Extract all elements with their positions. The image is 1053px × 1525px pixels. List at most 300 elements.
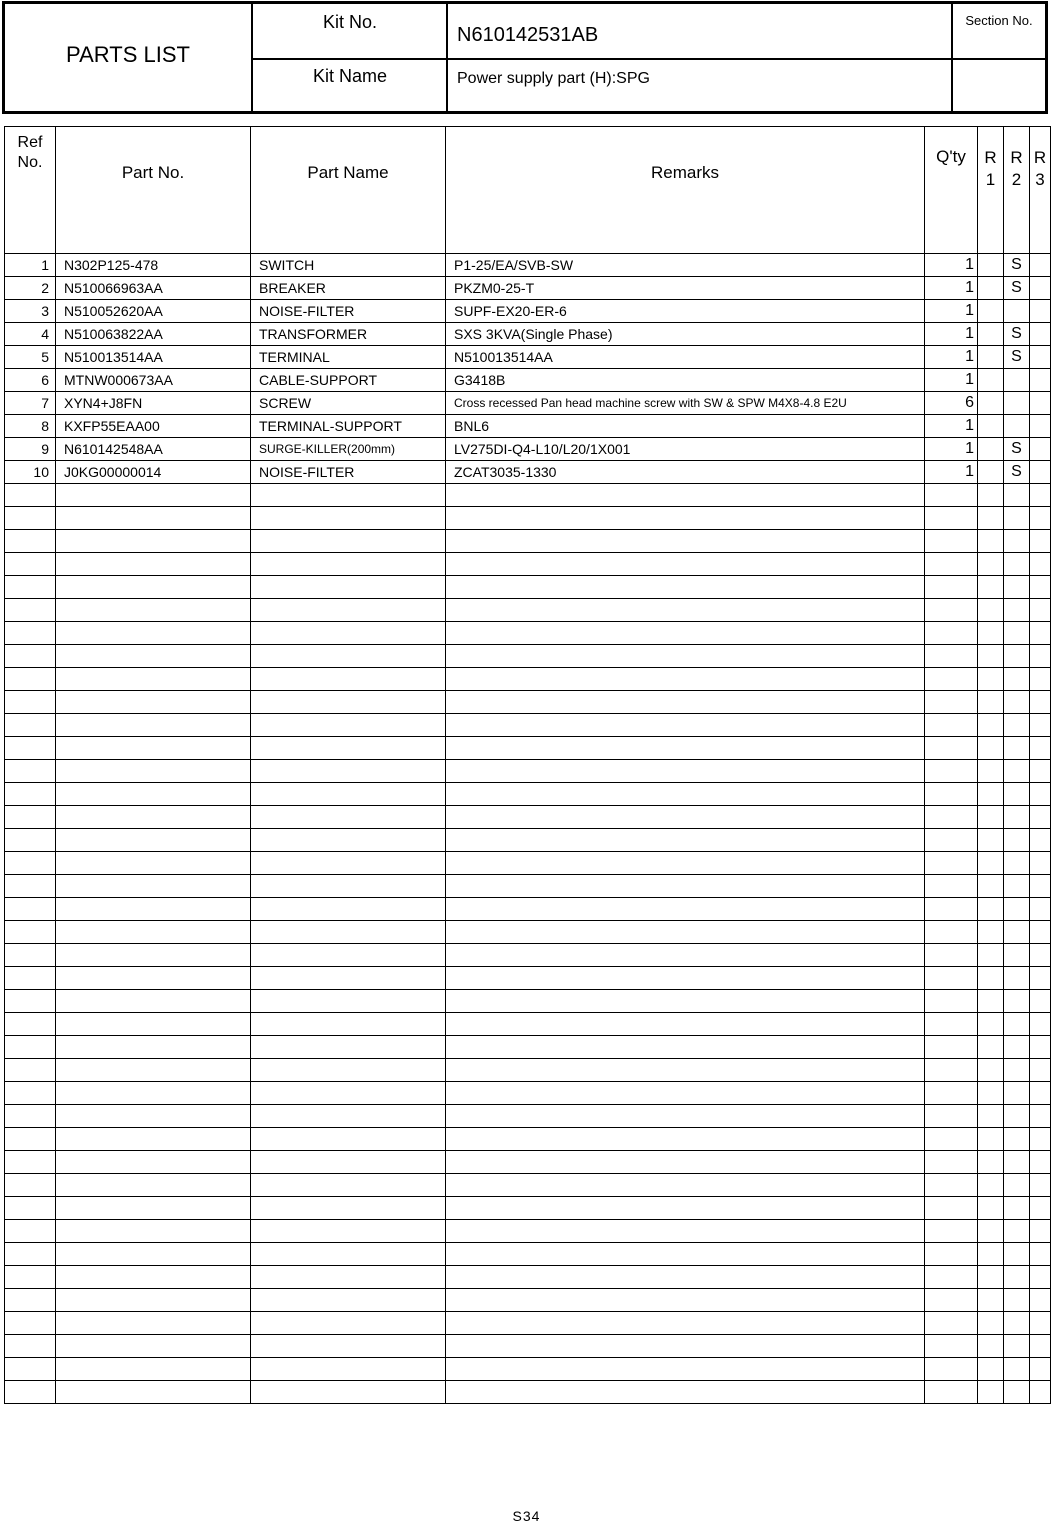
part-name-cell (251, 921, 446, 944)
part-no-cell (56, 875, 251, 898)
kit-name-value: Power supply part (H):SPG (457, 70, 650, 87)
part-name-cell (251, 714, 446, 737)
part-name-cell (251, 1335, 446, 1358)
r1-cell (978, 921, 1004, 944)
ref-no-cell (5, 990, 56, 1013)
part-name-cell (251, 806, 446, 829)
remarks-cell (446, 737, 925, 760)
qty-cell: 1 (925, 277, 978, 300)
ref-no-cell (5, 737, 56, 760)
r2-cell (1004, 1220, 1030, 1243)
r2-cell (1004, 691, 1030, 714)
remarks-cell (446, 875, 925, 898)
remarks-cell: P1-25/EA/SVB-SW (446, 254, 925, 277)
r1-cell (978, 1197, 1004, 1220)
ref-no-cell (5, 829, 56, 852)
r2-cell (1004, 1197, 1030, 1220)
empty-table-row (5, 852, 1051, 875)
part-name-cell (251, 1289, 446, 1312)
remarks-cell: Cross recessed Pan head machine screw with SW & SPW M4X8-4.8 E2U (446, 392, 925, 415)
empty-table-row (5, 1358, 1051, 1381)
col-header-remarks: Remarks (446, 127, 925, 254)
r1-cell (978, 760, 1004, 783)
empty-table-row (5, 622, 1051, 645)
col-header-ref-no (5, 127, 56, 254)
empty-table-row (5, 1220, 1051, 1243)
qty-cell (925, 714, 978, 737)
col-header-r2-b: 2 (1011, 170, 1022, 189)
ref-no-cell (5, 1082, 56, 1105)
part-name-cell (251, 760, 446, 783)
r1-cell (978, 1036, 1004, 1059)
remarks-cell (446, 1312, 925, 1335)
r2-cell: S (1004, 277, 1030, 300)
part-name-cell: SURGE-KILLER(200mm) (251, 438, 446, 461)
r2-cell (1004, 944, 1030, 967)
r2-cell: S (1004, 461, 1030, 484)
r3-cell (1030, 1312, 1051, 1335)
part-no-cell (56, 1197, 251, 1220)
qty-cell (925, 760, 978, 783)
r1-cell (978, 967, 1004, 990)
empty-table-row (5, 760, 1051, 783)
r2-cell (1004, 369, 1030, 392)
r3-cell (1030, 277, 1051, 300)
r3-cell (1030, 1220, 1051, 1243)
qty-cell (925, 1036, 978, 1059)
ref-no-cell (5, 1105, 56, 1128)
empty-table-row (5, 1197, 1051, 1220)
qty-cell: 1 (925, 254, 978, 277)
r3-cell (1030, 668, 1051, 691)
r3-cell (1030, 967, 1051, 990)
part-no-cell (56, 622, 251, 645)
r3-cell (1030, 300, 1051, 323)
r1-cell (978, 829, 1004, 852)
r2-cell (1004, 645, 1030, 668)
part-name-cell (251, 1105, 446, 1128)
ref-no-cell (5, 1036, 56, 1059)
r3-cell (1030, 254, 1051, 277)
r3-cell (1030, 944, 1051, 967)
table-row (5, 254, 1051, 277)
remarks-cell (446, 645, 925, 668)
part-name-cell (251, 576, 446, 599)
r2-cell (1004, 1036, 1030, 1059)
r2-cell (1004, 967, 1030, 990)
part-name-cell (251, 1381, 446, 1404)
r1-cell (978, 599, 1004, 622)
part-no-cell (56, 1220, 251, 1243)
part-name-cell (251, 484, 446, 507)
r2-cell: S (1004, 438, 1030, 461)
ref-no-cell (5, 875, 56, 898)
remarks-cell (446, 668, 925, 691)
qty-cell (925, 944, 978, 967)
qty-cell (925, 967, 978, 990)
qty-cell: 1 (925, 415, 978, 438)
divider (251, 58, 1045, 60)
part-name-cell (251, 645, 446, 668)
ref-no-cell (5, 783, 56, 806)
part-no-cell: N302P125-478 (56, 254, 251, 277)
table-row (5, 369, 1051, 392)
remarks-cell (446, 1082, 925, 1105)
remarks-cell (446, 484, 925, 507)
ref-no-cell (5, 1059, 56, 1082)
empty-table-row (5, 714, 1051, 737)
ref-no-cell (5, 1128, 56, 1151)
qty-cell (925, 737, 978, 760)
part-name-cell (251, 1151, 446, 1174)
ref-no-cell (5, 530, 56, 553)
r3-cell (1030, 553, 1051, 576)
ref-no-cell: 9 (5, 438, 56, 461)
r1-cell (978, 622, 1004, 645)
r2-cell (1004, 898, 1030, 921)
r2-cell (1004, 875, 1030, 898)
part-no-cell: N510052620AA (56, 300, 251, 323)
remarks-cell (446, 990, 925, 1013)
qty-cell (925, 1174, 978, 1197)
empty-table-row (5, 944, 1051, 967)
r2-cell (1004, 1013, 1030, 1036)
part-no-cell (56, 1174, 251, 1197)
ref-no-cell (5, 1289, 56, 1312)
ref-no-cell (5, 1335, 56, 1358)
qty-cell (925, 576, 978, 599)
r1-cell (978, 1312, 1004, 1335)
empty-table-row (5, 990, 1051, 1013)
ref-no-cell (5, 967, 56, 990)
part-no-cell: XYN4+J8FN (56, 392, 251, 415)
remarks-cell (446, 1335, 925, 1358)
r1-cell (978, 277, 1004, 300)
part-no-cell (56, 829, 251, 852)
remarks-cell (446, 1243, 925, 1266)
ref-no-cell (5, 944, 56, 967)
remarks-cell (446, 1220, 925, 1243)
r3-cell (1030, 1036, 1051, 1059)
empty-table-row (5, 1082, 1051, 1105)
empty-table-row (5, 1289, 1051, 1312)
r2-cell (1004, 1381, 1030, 1404)
r1-cell (978, 1358, 1004, 1381)
part-no-cell: J0KG00000014 (56, 461, 251, 484)
ref-no-cell: 10 (5, 461, 56, 484)
ref-no-cell (5, 806, 56, 829)
part-no-cell (56, 1289, 251, 1312)
remarks-cell (446, 599, 925, 622)
r1-cell (978, 369, 1004, 392)
part-name-cell (251, 967, 446, 990)
empty-table-row (5, 1128, 1051, 1151)
r1-cell (978, 507, 1004, 530)
part-name-cell (251, 1243, 446, 1266)
empty-table-row (5, 1013, 1051, 1036)
ref-no-cell (5, 576, 56, 599)
ref-no-cell: 5 (5, 346, 56, 369)
ref-no-cell (5, 645, 56, 668)
remarks-cell (446, 1174, 925, 1197)
remarks-cell: G3418B (446, 369, 925, 392)
qty-cell (925, 852, 978, 875)
part-no-cell: N510066963AA (56, 277, 251, 300)
part-no-cell (56, 1013, 251, 1036)
part-name-cell (251, 1358, 446, 1381)
remarks-cell (446, 944, 925, 967)
part-no-cell (56, 1036, 251, 1059)
part-name-cell (251, 622, 446, 645)
r2-cell (1004, 783, 1030, 806)
table-row (5, 300, 1051, 323)
document-title: PARTS LIST (66, 41, 190, 67)
empty-table-row (5, 898, 1051, 921)
qty-cell (925, 1151, 978, 1174)
ref-no-cell: 2 (5, 277, 56, 300)
r2-cell (1004, 1082, 1030, 1105)
remarks-cell (446, 760, 925, 783)
part-name-cell (251, 783, 446, 806)
part-no-cell (56, 852, 251, 875)
r1-cell (978, 806, 1004, 829)
table-row (5, 438, 1051, 461)
r3-cell (1030, 829, 1051, 852)
section-no-label: Section No. (965, 13, 1033, 28)
part-no-cell (56, 507, 251, 530)
part-no-cell (56, 921, 251, 944)
col-header-part-no: Part No. (56, 127, 251, 254)
qty-cell (925, 1381, 978, 1404)
r2-cell (1004, 576, 1030, 599)
r3-cell (1030, 990, 1051, 1013)
r2-cell: S (1004, 323, 1030, 346)
empty-table-row (5, 1381, 1051, 1404)
r2-cell (1004, 1312, 1030, 1335)
remarks-cell (446, 576, 925, 599)
remarks-cell (446, 714, 925, 737)
part-name-cell (251, 553, 446, 576)
r2-cell: S (1004, 254, 1030, 277)
remarks-cell (446, 1266, 925, 1289)
qty-cell (925, 990, 978, 1013)
ref-no-cell (5, 507, 56, 530)
table-header-row (5, 127, 1051, 254)
remarks-cell: ZCAT3035-1330 (446, 461, 925, 484)
r1-cell (978, 668, 1004, 691)
r3-cell (1030, 921, 1051, 944)
part-name-cell: TERMINAL (251, 346, 446, 369)
r3-cell (1030, 530, 1051, 553)
r1-cell (978, 530, 1004, 553)
ref-no-cell: 8 (5, 415, 56, 438)
r1-cell (978, 1289, 1004, 1312)
part-no-cell (56, 484, 251, 507)
col-header-r2-a: R (1010, 148, 1023, 167)
r1-cell (978, 875, 1004, 898)
qty-cell (925, 783, 978, 806)
kit-no-label: Kit No. (322, 12, 378, 32)
r2-cell (1004, 806, 1030, 829)
col-header-r1-a: R (984, 148, 997, 167)
r1-cell (978, 990, 1004, 1013)
part-name-cell (251, 990, 446, 1013)
ref-no-cell (5, 1243, 56, 1266)
part-no-cell (56, 530, 251, 553)
part-no-cell (56, 668, 251, 691)
col-header-qty: Q'ty (925, 127, 978, 254)
r3-cell (1030, 1381, 1051, 1404)
r1-cell (978, 1243, 1004, 1266)
ref-no-cell (5, 1174, 56, 1197)
remarks-cell (446, 553, 925, 576)
col-header-r3-b: 3 (1035, 170, 1045, 189)
qty-cell (925, 1220, 978, 1243)
qty-cell (925, 921, 978, 944)
r1-cell (978, 392, 1004, 415)
remarks-cell (446, 1013, 925, 1036)
r2-cell (1004, 1059, 1030, 1082)
part-name-cell: TERMINAL-SUPPORT (251, 415, 446, 438)
part-name-cell: TRANSFORMER (251, 323, 446, 346)
ref-no-cell (5, 553, 56, 576)
r2-cell (1004, 990, 1030, 1013)
empty-table-row (5, 553, 1051, 576)
remarks-cell (446, 1059, 925, 1082)
part-no-cell (56, 898, 251, 921)
r2-cell (1004, 553, 1030, 576)
ref-no-cell: 3 (5, 300, 56, 323)
r3-cell (1030, 1266, 1051, 1289)
part-no-cell (56, 967, 251, 990)
r1-cell (978, 323, 1004, 346)
empty-table-row (5, 507, 1051, 530)
part-no-cell (56, 1312, 251, 1335)
part-name-cell (251, 1059, 446, 1082)
empty-table-row (5, 829, 1051, 852)
qty-cell: 1 (925, 438, 978, 461)
remarks-cell (446, 1197, 925, 1220)
remarks-cell (446, 622, 925, 645)
part-name-cell (251, 1266, 446, 1289)
part-no-cell (56, 1128, 251, 1151)
r3-cell (1030, 576, 1051, 599)
part-name-cell (251, 691, 446, 714)
remarks-cell (446, 1105, 925, 1128)
part-name-cell: NOISE-FILTER (251, 461, 446, 484)
remarks-cell: BNL6 (446, 415, 925, 438)
col-header-r2 (1004, 127, 1030, 254)
empty-table-row (5, 576, 1051, 599)
r3-cell (1030, 1128, 1051, 1151)
part-name-cell: NOISE-FILTER (251, 300, 446, 323)
table-row (5, 392, 1051, 415)
part-name-cell (251, 852, 446, 875)
ref-no-cell (5, 484, 56, 507)
empty-table-row (5, 921, 1051, 944)
part-no-cell (56, 1105, 251, 1128)
empty-table-row (5, 691, 1051, 714)
part-name-cell (251, 944, 446, 967)
r2-cell (1004, 1266, 1030, 1289)
empty-table-row (5, 668, 1051, 691)
r1-cell (978, 576, 1004, 599)
part-name-cell: BREAKER (251, 277, 446, 300)
r2-cell: S (1004, 346, 1030, 369)
empty-table-row (5, 1036, 1051, 1059)
part-no-cell (56, 944, 251, 967)
empty-table-row (5, 1312, 1051, 1335)
col-header-r1 (978, 127, 1004, 254)
r1-cell (978, 1266, 1004, 1289)
part-no-cell (56, 1151, 251, 1174)
r3-cell (1030, 1105, 1051, 1128)
r2-cell (1004, 1105, 1030, 1128)
part-no-cell: N610142548AA (56, 438, 251, 461)
remarks-cell (446, 530, 925, 553)
part-name-cell (251, 829, 446, 852)
remarks-cell (446, 1358, 925, 1381)
ref-no-cell (5, 622, 56, 645)
ref-no-cell (5, 1197, 56, 1220)
r3-cell (1030, 1082, 1051, 1105)
part-no-cell: MTNW000673AA (56, 369, 251, 392)
kit-no-value: N610142531AB (457, 24, 599, 46)
r1-cell (978, 461, 1004, 484)
part-name-cell (251, 530, 446, 553)
qty-cell (925, 1358, 978, 1381)
r3-cell (1030, 392, 1051, 415)
qty-cell: 1 (925, 323, 978, 346)
parts-list-header (2, 1, 1048, 114)
part-no-cell: KXFP55EAA00 (56, 415, 251, 438)
part-no-cell (56, 714, 251, 737)
ref-no-cell (5, 1151, 56, 1174)
ref-no-cell (5, 898, 56, 921)
r1-cell (978, 1220, 1004, 1243)
qty-cell: 1 (925, 461, 978, 484)
section-no-value (953, 60, 1045, 111)
r2-cell (1004, 1289, 1030, 1312)
part-no-cell (56, 576, 251, 599)
qty-cell (925, 829, 978, 852)
qty-cell (925, 1082, 978, 1105)
empty-table-row (5, 1266, 1051, 1289)
parts-table-body (5, 254, 1051, 1404)
col-header-part-name: Part Name (251, 127, 446, 254)
empty-table-row (5, 530, 1051, 553)
r3-cell (1030, 737, 1051, 760)
r3-cell (1030, 461, 1051, 484)
qty-cell (925, 1013, 978, 1036)
part-no-cell (56, 783, 251, 806)
r2-cell (1004, 1128, 1030, 1151)
part-no-cell (56, 1266, 251, 1289)
part-no-cell (56, 1335, 251, 1358)
r3-cell (1030, 806, 1051, 829)
col-header-r3-a: R (1033, 148, 1047, 167)
r2-cell (1004, 300, 1030, 323)
table-row (5, 346, 1051, 369)
part-no-cell (56, 806, 251, 829)
remarks-cell (446, 1151, 925, 1174)
qty-cell (925, 1197, 978, 1220)
part-name-cell (251, 1312, 446, 1335)
r3-cell (1030, 415, 1051, 438)
remarks-cell: N510013514AA (446, 346, 925, 369)
r1-cell (978, 852, 1004, 875)
ref-no-cell (5, 1312, 56, 1335)
